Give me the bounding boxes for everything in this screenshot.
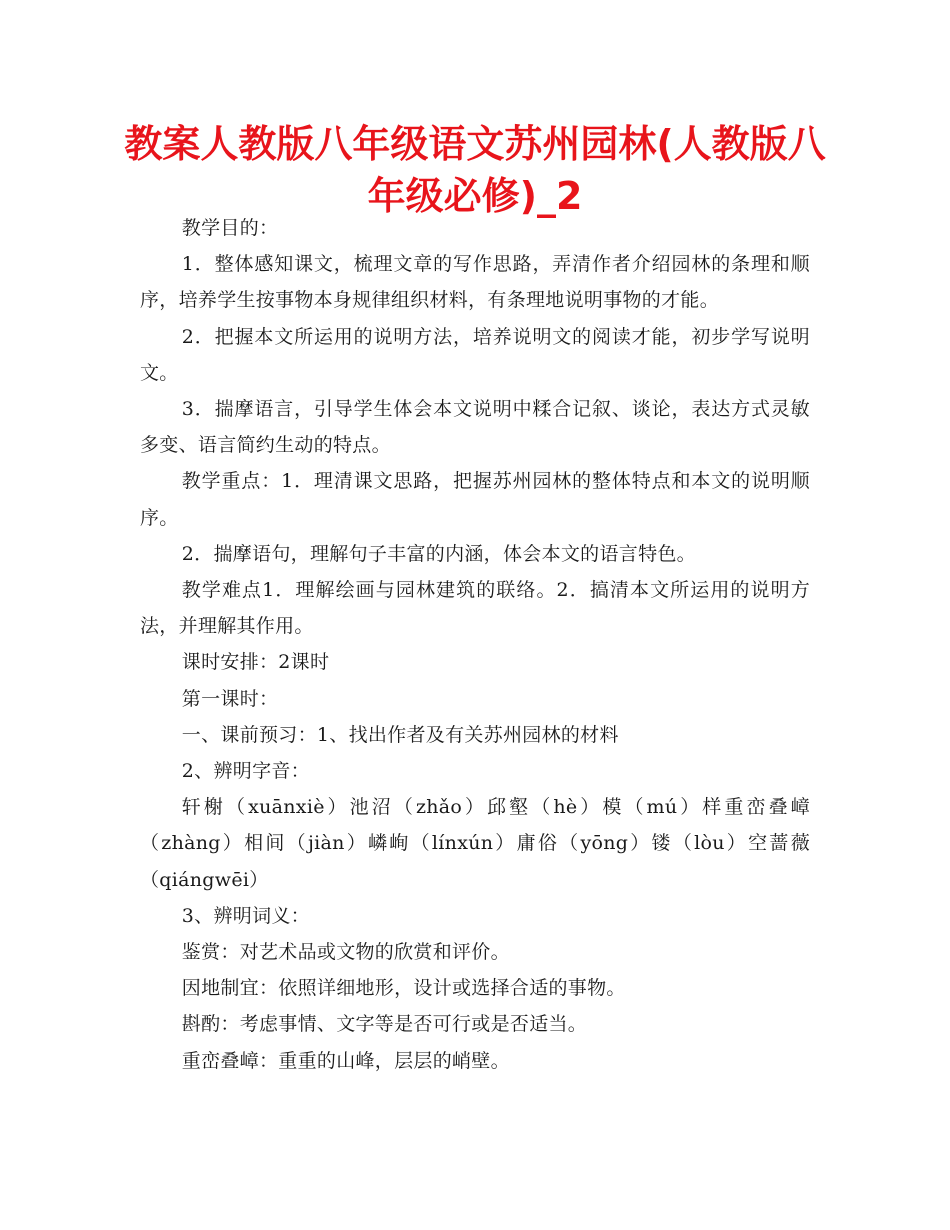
- paragraph-vocab-2: 因地制宜：依照详细地形，设计或选择合适的事物。: [181, 977, 626, 1000]
- document-title: 教案人教版八年级语文苏州园林(人教版八年级必修)_2: [124, 122, 826, 218]
- paragraph-vocab-3: 斟酌：考虑事情、文字等是否可行或是否适当。: [181, 1013, 588, 1036]
- paragraph-key-points: 教学重点：1．理清课文思路，把握苏州园林的整体特点和本文的说明顺序。: [140, 470, 810, 529]
- document-body: [140, 210, 810, 1079]
- paragraph-vocab-1: 鉴赏：对艺术品或文物的欣赏和评价。: [181, 941, 510, 964]
- paragraph-key-point-2: 2．揣摩语句，理解句子丰富的内涵，体会本文的语言特色。: [181, 542, 696, 565]
- paragraph-schedule: 课时安排：2课时: [181, 651, 330, 674]
- paragraph-pronunciation-heading: 2、辨明字音：: [181, 760, 310, 783]
- paragraph-pronunciation: 轩榭（xuānxiè）池沼（zhǎo）邱壑（hè）模（mú）样重峦叠嶂（zhàng）相间（jiàn）嶙峋（línxún）庸俗（yōng）镂（lòu）空蔷薇（qiángwēi）: [140, 796, 810, 891]
- paragraph-goal-2: 2．把握本文所运用的说明方法，培养说明文的阅读才能，初步学写说明文。: [140, 325, 810, 384]
- paragraph-vocab-heading: 3、辨明词义：: [181, 904, 310, 927]
- paragraph-first-lesson: 第一课时：: [181, 687, 279, 710]
- paragraph-difficulties: 教学难点1．理解绘画与园林建筑的联络。2．搞清本文所运用的说明方法，并理解其作用。: [140, 579, 810, 638]
- paragraph-goal-3: 3．揣摩语言，引导学生体会本文说明中糅合记叙、谈论，表达方式灵敏多变、语言简约生动的特点。: [140, 398, 810, 457]
- paragraph-teaching-goals: 教学目的：: [181, 217, 279, 239]
- paragraph-goal-1: 1．整体感知课文，梳理文章的写作思路，弄清作者介绍园林的条理和顺序，培养学生按事物本身规律组织材料，有条理地说明事物的才能。: [140, 253, 810, 312]
- paragraph-preview: 一、课前预习：1、找出作者及有关苏州园林的材料: [181, 723, 619, 746]
- paragraph-vocab-4: 重峦叠嶂：重重的山峰，层层的峭壁。: [181, 1049, 510, 1072]
